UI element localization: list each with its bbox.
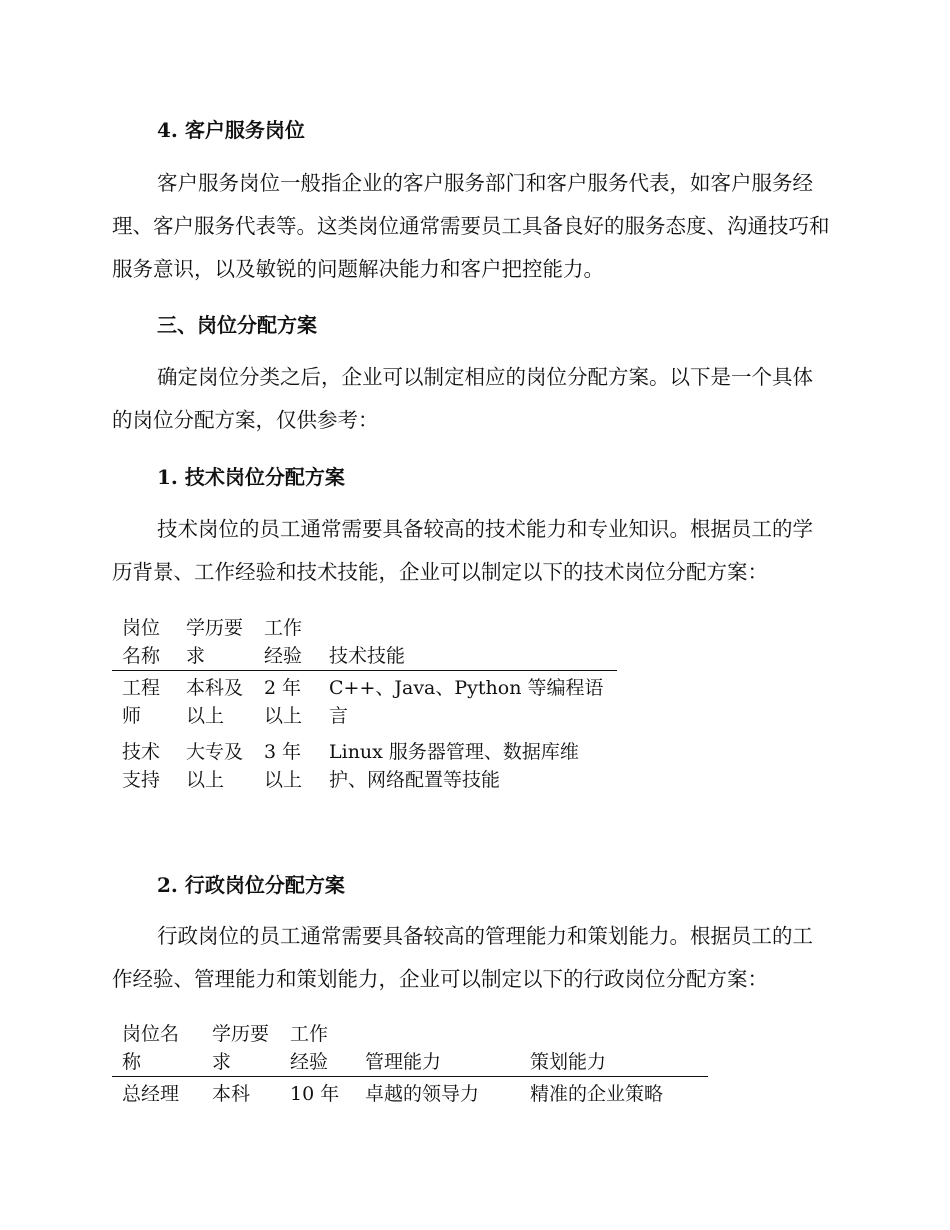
table-row xyxy=(112,1077,708,1114)
table-cell: 技术支持 xyxy=(122,741,161,791)
header-cell: 学历要求 xyxy=(176,614,254,671)
table-cell: 本科 xyxy=(212,1083,251,1105)
table-header-row xyxy=(112,614,617,671)
table-cell: 10 年 xyxy=(290,1083,340,1105)
table-cell: 总经理 xyxy=(122,1083,180,1105)
table-header-row xyxy=(112,1020,708,1077)
table-cell: Linux 服务器管理、数据库维护、网络配置等技能 xyxy=(329,741,579,791)
table-cell: C++、Java、Python 等编程语言 xyxy=(329,677,604,727)
header-cell: 管理能力 xyxy=(355,1020,520,1077)
table-cell: 大专及以上 xyxy=(186,741,244,791)
table-cell: 3 年以上 xyxy=(264,741,303,791)
tech-allocation-table xyxy=(112,614,617,799)
header-cell: 技术技能 xyxy=(319,614,617,671)
table-cell: 本科及以上 xyxy=(186,677,244,727)
header-cell: 工作经验 xyxy=(280,1020,355,1077)
heading-allocation-plan: 三、岗位分配方案 xyxy=(157,313,317,337)
table-cell: 精准的企业策略 xyxy=(530,1083,664,1105)
heading-customer-service: 4. 客户服务岗位 xyxy=(157,118,305,142)
paragraph-allocation-plan: 确定岗位分类之后，企业可以制定相应的岗位分配方案。以下是一个具体的岗位分配方案，仅供参考： xyxy=(112,365,813,432)
header-cell: 岗位名称 xyxy=(112,614,176,671)
paragraph-tech-plan: 技术岗位的员工通常需要具备较高的技术能力和专业知识。根据员工的学历背景、工作经验和技术技能，企业可以制定以下的技术岗位分配方案： xyxy=(112,517,813,584)
table-cell: 工程师 xyxy=(122,677,161,727)
header-cell: 策划能力 xyxy=(520,1020,708,1077)
header-cell: 工作经验 xyxy=(254,614,319,671)
admin-allocation-table xyxy=(112,1020,708,1113)
heading-tech-plan: 1. 技术岗位分配方案 xyxy=(157,465,345,489)
table-row xyxy=(112,671,617,736)
heading-admin-plan: 2. 行政岗位分配方案 xyxy=(157,873,345,897)
table-row xyxy=(112,735,617,799)
table-cell: 2 年以上 xyxy=(264,677,303,727)
paragraph-admin-plan: 行政岗位的员工通常需要具备较高的管理能力和策划能力。根据员工的工作经验、管理能力和策划能力，企业可以制定以下的行政岗位分配方案： xyxy=(112,924,813,991)
table-cell: 卓越的领导力 xyxy=(365,1083,480,1105)
paragraph-customer-service: 客户服务岗位一般指企业的客户服务部门和客户服务代表，如客户服务经理、客户服务代表等。这类岗位通常需要员工具备良好的服务态度、沟通技巧和服务意识，以及敏锐的问题解决能力和客户把控能力。 xyxy=(112,171,830,281)
header-cell: 学历要求 xyxy=(202,1020,280,1077)
header-cell: 岗位名称 xyxy=(112,1020,202,1077)
